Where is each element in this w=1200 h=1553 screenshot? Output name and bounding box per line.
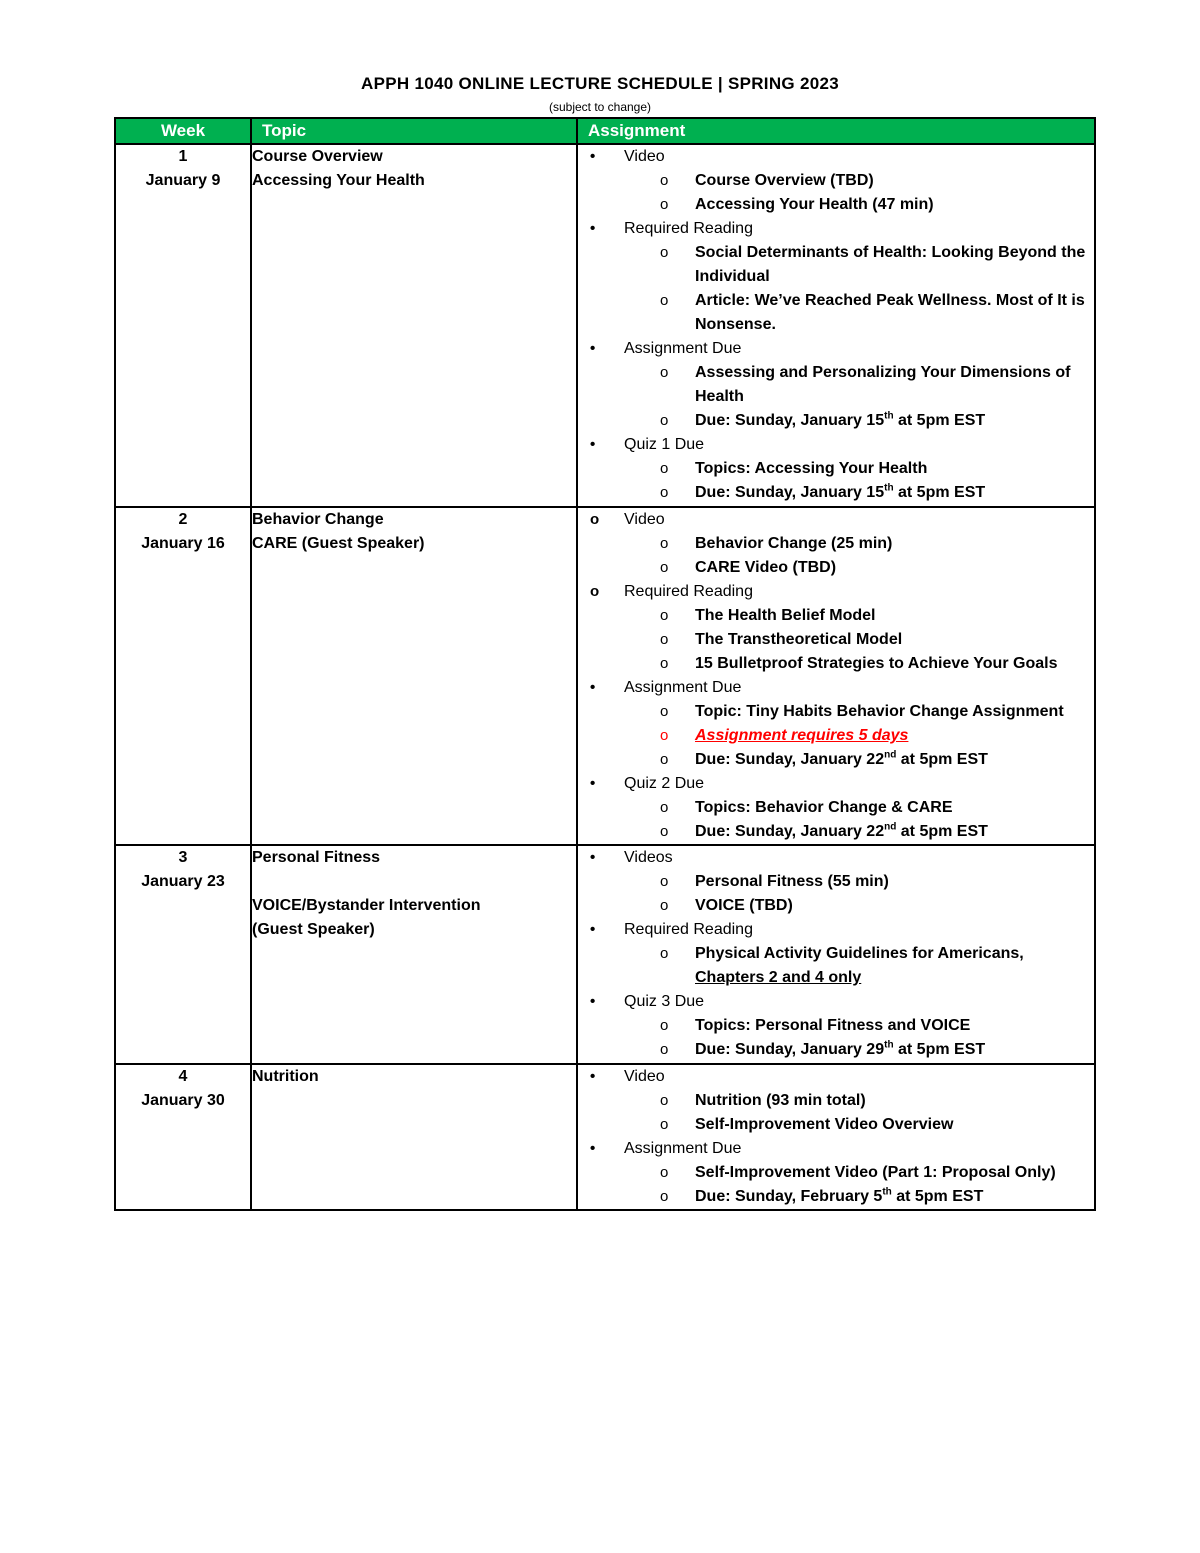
item-text: Social Determinants of Health: Looking Beyond the Individual — [695, 244, 1086, 285]
assignment-subitem — [578, 1038, 1094, 1062]
assignment-cell — [577, 845, 1095, 1064]
circle-bullet-icon: o — [660, 535, 669, 552]
assignment-item — [578, 433, 1094, 457]
item-text: Due: Sunday, January 22 — [695, 751, 885, 768]
topic-cell — [251, 144, 577, 507]
circle-bullet-icon: o — [660, 1188, 669, 1205]
item-text: Topic: Tiny Habits Behavior Change Assignment — [695, 703, 1064, 720]
assignment-subitem — [578, 894, 1094, 918]
item-text: Video — [624, 1068, 665, 1085]
item-text: VOICE (TBD) — [695, 897, 793, 914]
table-row — [115, 1064, 1095, 1210]
circle-bullet-icon: o — [660, 196, 669, 213]
item-text: Due: Sunday, January 15 — [695, 412, 885, 429]
document-title: APPH 1040 ONLINE LECTURE SCHEDULE | SPRING 2023 — [361, 74, 839, 93]
assignment-subitem — [578, 289, 1094, 337]
circle-bullet-icon: o — [660, 607, 669, 624]
week-number: 3 — [178, 849, 188, 866]
circle-bullet-icon: o — [660, 1041, 669, 1058]
week-number: 2 — [178, 511, 188, 528]
assignment-subitem — [578, 1161, 1094, 1185]
ordinal-suffix: th — [884, 482, 894, 494]
assignment-subitem — [578, 1089, 1094, 1113]
topic-line: CARE (Guest Speaker) — [252, 535, 425, 552]
item-text: Chapters 2 and 4 only — [695, 969, 862, 986]
assignment-subitem — [578, 241, 1094, 289]
bullet-icon: • — [590, 436, 596, 453]
assignment-subitem — [578, 532, 1094, 556]
topic-cell — [251, 507, 577, 845]
assignment-subitem — [578, 1014, 1094, 1038]
bullet-icon: • — [590, 993, 596, 1010]
assignment-subitem — [578, 457, 1094, 481]
schedule-table — [114, 117, 1096, 1211]
assignment-subitem — [578, 604, 1094, 628]
week-date: January 16 — [141, 535, 225, 552]
bullet-icon: • — [590, 921, 596, 938]
topic-line: VOICE/Bystander Intervention — [252, 897, 481, 914]
item-text: Assessing and Personalizing Your Dimensions of Health — [695, 364, 1071, 405]
item-text: Assignment requires 5 days — [695, 727, 909, 744]
item-text-after: at 5pm EST — [891, 1188, 984, 1205]
assignment-item — [578, 918, 1094, 942]
assignment-subitem — [578, 724, 1094, 748]
item-text: Required Reading — [624, 220, 753, 237]
item-text: Quiz 1 Due — [624, 436, 705, 453]
item-text: Course Overview (TBD) — [695, 172, 874, 189]
item-text-after: at 5pm EST — [893, 412, 986, 429]
circle-bullet-icon: o — [660, 631, 669, 648]
bullet-icon: • — [590, 1068, 596, 1085]
ordinal-suffix: th — [884, 410, 894, 422]
week-date: January 9 — [145, 172, 221, 189]
week-number: 4 — [178, 1068, 188, 1085]
assignment-subitem — [578, 481, 1094, 505]
assignment-item — [578, 1065, 1094, 1089]
item-text: Due: Sunday, January 29 — [695, 1041, 885, 1058]
circle-bullet-icon: o — [660, 873, 669, 890]
item-text: Due: Sunday, January 15 — [695, 484, 885, 501]
assignment-item — [578, 580, 1094, 604]
circle-bullet-icon: o — [660, 799, 669, 816]
assignment-item — [578, 508, 1094, 532]
assignment-subitem — [578, 361, 1094, 409]
item-text-after: at 5pm EST — [896, 751, 988, 768]
assignment-cell — [577, 507, 1095, 845]
header-topic: Topic — [251, 118, 577, 144]
circle-bullet-icon: o — [660, 172, 669, 189]
topic-line: (Guest Speaker) — [252, 921, 375, 938]
topic-cell — [251, 845, 577, 1064]
circle-bullet-icon: o — [660, 1164, 669, 1181]
assignment-subitem — [578, 652, 1094, 676]
circle-bullet-icon: o — [660, 484, 669, 501]
table-row — [115, 845, 1095, 1064]
ordinal-suffix: th — [884, 1039, 894, 1051]
item-text: Physical Activity Guidelines for Americans, — [695, 945, 1024, 962]
item-text: Personal Fitness (55 min) — [695, 873, 889, 890]
circle-bullet-icon: o — [660, 655, 669, 672]
circle-bullet-icon: o — [660, 364, 669, 381]
circle-bullet-icon: o — [660, 727, 669, 744]
item-text: Behavior Change (25 min) — [695, 535, 893, 552]
assignment-item — [578, 1137, 1094, 1161]
assignment-subitem — [578, 556, 1094, 580]
circle-bullet-icon: o — [590, 583, 600, 600]
assignment-subitem — [578, 700, 1094, 724]
assignment-subitem — [578, 1185, 1094, 1209]
topic-line: Course Overview — [252, 148, 383, 165]
week-cell — [115, 144, 251, 507]
circle-bullet-icon: o — [660, 244, 669, 261]
item-text: Quiz 2 Due — [624, 775, 705, 792]
assignment-subitem — [578, 942, 1094, 966]
item-text: Assignment Due — [624, 1140, 742, 1157]
item-text: Accessing Your Health (47 min) — [695, 196, 934, 213]
ordinal-suffix: nd — [884, 821, 897, 833]
assignment-subitem — [578, 820, 1094, 844]
week-number: 1 — [178, 148, 188, 165]
assignment-item — [578, 145, 1094, 169]
circle-bullet-icon: o — [660, 1092, 669, 1109]
item-text: Topics: Behavior Change & CARE — [695, 799, 953, 816]
item-text-after: at 5pm EST — [893, 1041, 986, 1058]
assignment-subitem — [578, 628, 1094, 652]
item-text: Self-Improvement Video Overview — [695, 1116, 954, 1133]
item-text: 15 Bulletproof Strategies to Achieve Your Goals — [695, 655, 1058, 672]
item-text: Due: Sunday, January 22 — [695, 823, 885, 840]
topic-cell — [251, 1064, 577, 1210]
assignment-cell — [577, 144, 1095, 507]
bullet-icon: • — [590, 775, 596, 792]
item-text: Video — [624, 511, 665, 528]
assignment-cell — [577, 1064, 1095, 1210]
bullet-icon: • — [590, 1140, 596, 1157]
bullet-icon: • — [590, 849, 596, 866]
assignment-item — [578, 846, 1094, 870]
item-text: Self-Improvement Video (Part 1: Proposal Only) — [695, 1164, 1056, 1181]
circle-bullet-icon: o — [660, 897, 669, 914]
header-row — [115, 118, 1095, 144]
topic-line: Nutrition — [252, 1068, 319, 1085]
item-text: Required Reading — [624, 583, 753, 600]
ordinal-suffix: nd — [884, 749, 897, 761]
week-date: January 23 — [141, 873, 225, 890]
week-cell — [115, 845, 251, 1064]
header-assignment: Assignment — [577, 118, 1095, 144]
bullet-icon: • — [590, 340, 596, 357]
topic-line — [252, 870, 576, 894]
bullet-icon: • — [590, 679, 596, 696]
assignment-subitem — [578, 870, 1094, 894]
assignment-subitem — [578, 193, 1094, 217]
item-text: Due: Sunday, February 5 — [695, 1188, 883, 1205]
ordinal-suffix: th — [882, 1186, 892, 1198]
circle-bullet-icon: o — [660, 751, 669, 768]
assignment-subitem — [578, 748, 1094, 772]
circle-bullet-icon: o — [660, 460, 669, 477]
circle-bullet-icon: o — [660, 823, 669, 840]
item-text: CARE Video (TBD) — [695, 559, 837, 576]
circle-bullet-icon: o — [660, 559, 669, 576]
item-text: Article: We’ve Reached Peak Wellness. Most of It is Nonsense. — [695, 292, 1085, 333]
assignment-subitem — [578, 966, 1094, 990]
bullet-icon: • — [590, 148, 596, 165]
table-row — [115, 507, 1095, 845]
assignment-item — [578, 217, 1094, 241]
item-text: Video — [624, 148, 665, 165]
topic-line: Personal Fitness — [252, 849, 381, 866]
topic-line: Behavior Change — [252, 511, 384, 528]
assignment-item — [578, 772, 1094, 796]
item-text: Assignment Due — [624, 340, 742, 357]
circle-bullet-icon: o — [660, 703, 669, 720]
item-text: Assignment Due — [624, 679, 742, 696]
week-cell — [115, 507, 251, 845]
assignment-item — [578, 337, 1094, 361]
bullet-icon: • — [590, 220, 596, 237]
circle-bullet-icon: o — [660, 945, 669, 962]
circle-bullet-icon: o — [660, 292, 669, 309]
table-row — [115, 144, 1095, 507]
assignment-subitem — [578, 409, 1094, 433]
topic-line: Accessing Your Health — [252, 172, 425, 189]
circle-bullet-icon: o — [660, 1116, 669, 1133]
item-text: Quiz 3 Due — [624, 993, 705, 1010]
week-date: January 30 — [141, 1092, 225, 1109]
item-text: Videos — [624, 849, 673, 866]
assignment-subitem — [578, 1113, 1094, 1137]
assignment-subitem — [578, 169, 1094, 193]
week-cell — [115, 1064, 251, 1210]
item-text: Required Reading — [624, 921, 753, 938]
item-text: The Transtheoretical Model — [695, 631, 903, 648]
circle-bullet-icon: o — [660, 412, 669, 429]
item-text: The Health Belief Model — [695, 607, 876, 624]
circle-bullet-icon: o — [660, 1017, 669, 1034]
header-week: Week — [115, 118, 251, 144]
assignment-item — [578, 990, 1094, 1014]
document-subtitle: (subject to change) — [548, 100, 652, 114]
assignment-subitem — [578, 796, 1094, 820]
item-text: Topics: Accessing Your Health — [695, 460, 928, 477]
item-text-after: at 5pm EST — [896, 823, 988, 840]
item-text: Nutrition (93 min total) — [695, 1092, 866, 1109]
circle-bullet-icon: o — [590, 511, 600, 528]
assignment-item — [578, 676, 1094, 700]
item-text: Topics: Personal Fitness and VOICE — [695, 1017, 971, 1034]
item-text-after: at 5pm EST — [893, 484, 986, 501]
